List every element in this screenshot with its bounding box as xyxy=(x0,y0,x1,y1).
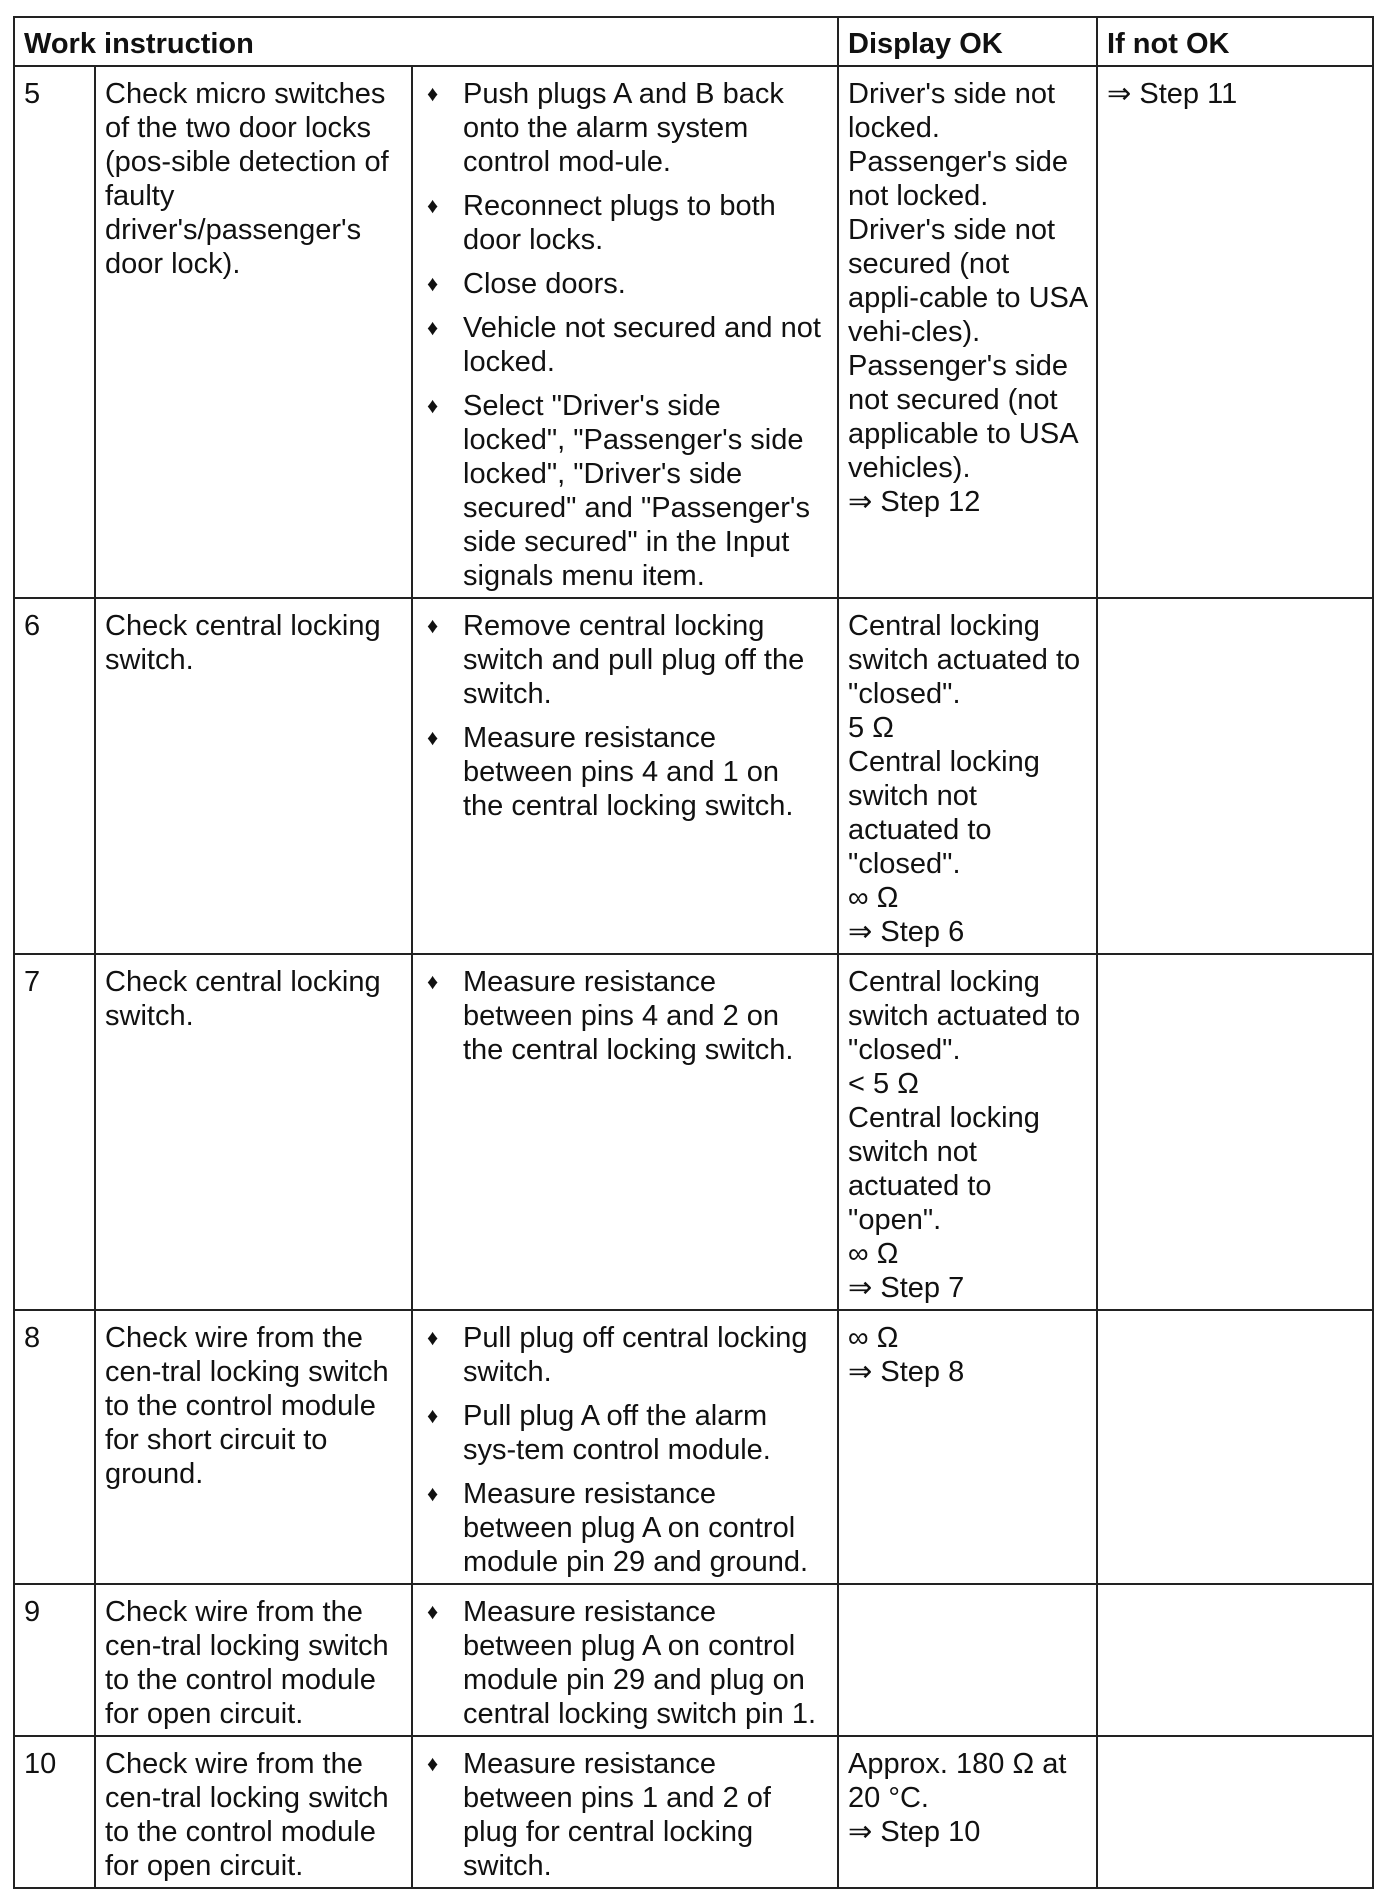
diamond-bullet-icon: ♦ xyxy=(427,315,439,340)
list-item xyxy=(421,1321,827,1389)
step-number: 8 xyxy=(14,1310,95,1584)
display-ok-line: ⇒ Step 7 xyxy=(848,1272,965,1304)
step-actions xyxy=(412,598,838,954)
display-ok-line: Approx. 180 Ω at 20 °C. xyxy=(848,1748,1075,1814)
list-item xyxy=(421,267,827,301)
display-ok-line: Passenger's side not secured (not applicable to USA vehicles). xyxy=(848,350,1086,484)
if-not-ok-cell xyxy=(1097,598,1373,954)
list-item xyxy=(421,77,827,179)
header-if-not-ok: If not OK xyxy=(1097,17,1373,66)
step-description: Check wire from the cen-tral locking switch to the control module for open circuit. xyxy=(95,1736,412,1888)
diamond-bullet-icon: ♦ xyxy=(427,1403,439,1428)
display-ok-line: Driver's side not locked. xyxy=(848,78,1064,144)
header-display-ok: Display OK xyxy=(838,17,1097,66)
diamond-bullet-icon: ♦ xyxy=(427,613,439,638)
list-item xyxy=(421,965,827,1067)
step-description: Check central locking switch. xyxy=(95,954,412,1310)
action-text: Measure resistance between pins 1 and 2 of plug for central locking switch. xyxy=(463,1748,771,1882)
display-ok-line: ⇒ Step 6 xyxy=(848,916,965,948)
action-text: Measure resistance between pins 4 and 1 on the central locking switch. xyxy=(463,722,794,822)
display-ok-line: ⇒ Step 12 xyxy=(848,486,981,518)
display-ok-line: Driver's side not secured (not appli-cable to USA vehi-cles). xyxy=(848,214,1095,348)
diamond-bullet-icon: ♦ xyxy=(427,81,439,106)
list-item xyxy=(421,311,827,379)
action-text: Close doors. xyxy=(463,268,626,300)
action-text: Pull plug off central locking switch. xyxy=(463,1322,808,1388)
step-actions xyxy=(412,954,838,1310)
display-ok-line: ∞ Ω xyxy=(848,882,899,914)
display-ok-line: ∞ Ω xyxy=(848,1238,899,1270)
diamond-bullet-icon: ♦ xyxy=(427,969,439,994)
display-ok-line: Central locking switch actuated to "closed". xyxy=(848,610,1089,710)
diamond-bullet-icon: ♦ xyxy=(427,1751,439,1776)
diamond-bullet-icon: ♦ xyxy=(427,725,439,750)
display-ok-cell xyxy=(838,1736,1097,1888)
diamond-bullet-icon: ♦ xyxy=(427,1481,439,1506)
display-ok-line: ⇒ Step 10 xyxy=(848,1816,981,1848)
table-row xyxy=(14,1736,1373,1888)
step-actions xyxy=(412,66,838,598)
step-actions xyxy=(412,1584,838,1736)
diamond-bullet-icon: ♦ xyxy=(427,271,439,296)
if-not-ok-cell xyxy=(1097,1584,1373,1736)
action-list xyxy=(421,1595,827,1731)
display-ok-line: ∞ Ω xyxy=(848,1322,899,1354)
table-row xyxy=(14,598,1373,954)
if-not-ok-cell xyxy=(1097,1310,1373,1584)
action-text: Pull plug A off the alarm sys-tem control module. xyxy=(463,1400,771,1466)
step-description: Check central locking switch. xyxy=(95,598,412,954)
action-text: Push plugs A and B back onto the alarm system control mod-ule. xyxy=(463,78,784,178)
action-text: Remove central locking switch and pull plug off the switch. xyxy=(463,610,805,710)
if-not-ok-cell: ⇒ Step 11 xyxy=(1097,66,1373,598)
list-item xyxy=(421,189,827,257)
action-list xyxy=(421,609,827,823)
display-ok-line: Central locking switch not actuated to "open". xyxy=(848,1102,1048,1236)
list-item xyxy=(421,609,827,711)
action-list xyxy=(421,1747,827,1883)
display-ok-line: Central locking switch not actuated to "closed". xyxy=(848,746,1048,880)
display-ok-line: < 5 Ω xyxy=(848,1068,919,1100)
display-ok-cell xyxy=(838,1584,1097,1736)
action-text: Measure resistance between plug A on control module pin 29 and ground. xyxy=(463,1478,809,1578)
table-row xyxy=(14,1310,1373,1584)
action-text: Vehicle not secured and not locked. xyxy=(463,312,821,378)
header-row xyxy=(14,17,1373,66)
display-ok-cell xyxy=(838,598,1097,954)
step-description: Check wire from the cen-tral locking switch to the control module for open circuit. xyxy=(95,1584,412,1736)
step-number: 10 xyxy=(14,1736,95,1888)
action-list xyxy=(421,965,827,1067)
work-instruction-table xyxy=(13,16,1374,1889)
list-item xyxy=(421,721,827,823)
display-ok-line: 5 Ω xyxy=(848,712,894,744)
diamond-bullet-icon: ♦ xyxy=(427,193,439,218)
list-item xyxy=(421,1747,827,1883)
action-text: Select "Driver's side locked", "Passenger's side locked", "Driver's side secured" and "Passenger's side secured" in the Input signals menu item. xyxy=(463,390,810,592)
table-row xyxy=(14,1584,1373,1736)
table-row xyxy=(14,66,1373,598)
action-text: Reconnect plugs to both door locks. xyxy=(463,190,776,256)
list-item xyxy=(421,1477,827,1579)
diamond-bullet-icon: ♦ xyxy=(427,1599,439,1624)
display-ok-line: Passenger's side not locked. xyxy=(848,146,1077,212)
step-description: Check micro switches of the two door locks (pos-sible detection of faulty driver's/passenger's door lock). xyxy=(95,66,412,598)
step-actions xyxy=(412,1736,838,1888)
display-ok-line: ⇒ Step 8 xyxy=(848,1356,965,1388)
list-item xyxy=(421,1595,827,1731)
step-number: 7 xyxy=(14,954,95,1310)
step-number: 5 xyxy=(14,66,95,598)
action-text: Measure resistance between plug A on control module pin 29 and plug on central locking switch pin 1. xyxy=(463,1596,816,1730)
diamond-bullet-icon: ♦ xyxy=(427,393,439,418)
step-number: 6 xyxy=(14,598,95,954)
display-ok-cell xyxy=(838,1310,1097,1584)
table-row xyxy=(14,954,1373,1310)
diamond-bullet-icon: ♦ xyxy=(427,1325,439,1350)
if-not-ok-cell xyxy=(1097,1736,1373,1888)
action-list xyxy=(421,1321,827,1579)
step-number: 9 xyxy=(14,1584,95,1736)
list-item xyxy=(421,1399,827,1467)
list-item xyxy=(421,389,827,593)
step-actions xyxy=(412,1310,838,1584)
step-description: Check wire from the cen-tral locking switch to the control module for short circuit to ground. xyxy=(95,1310,412,1584)
display-ok-cell xyxy=(838,954,1097,1310)
header-work-instruction: Work instruction xyxy=(14,17,838,66)
display-ok-cell xyxy=(838,66,1097,598)
if-not-ok-cell xyxy=(1097,954,1373,1310)
action-list xyxy=(421,77,827,593)
action-text: Measure resistance between pins 4 and 2 on the central locking switch. xyxy=(463,966,794,1066)
display-ok-line: Central locking switch actuated to "closed". xyxy=(848,966,1089,1066)
